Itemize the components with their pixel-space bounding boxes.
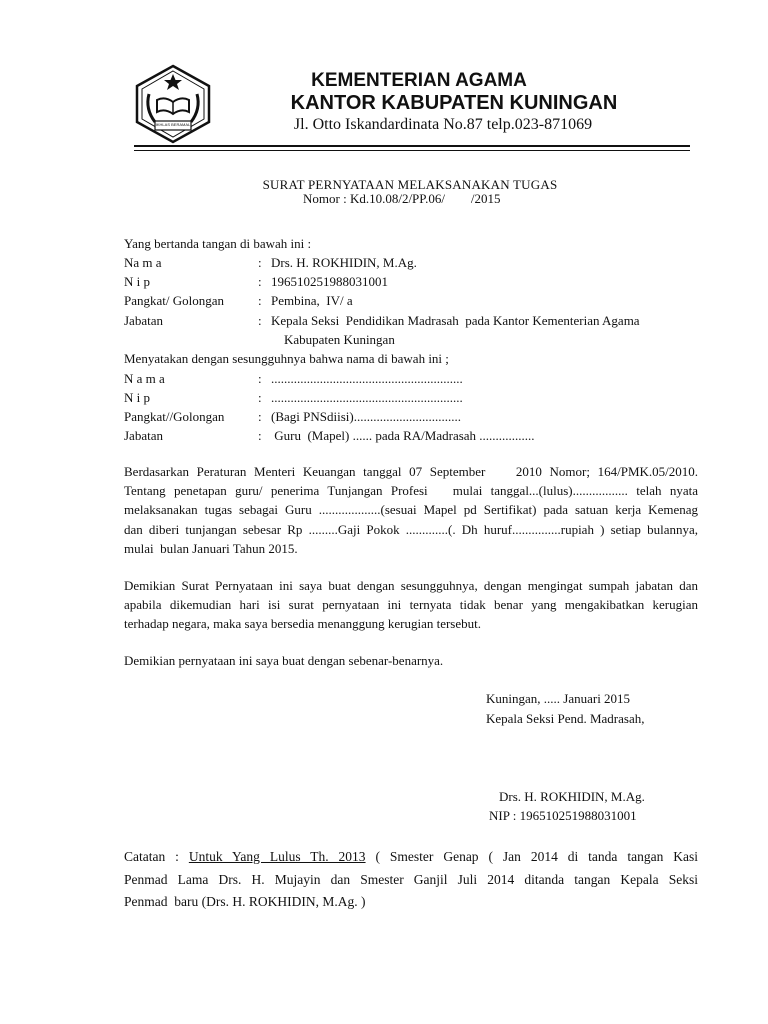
note-line-3: Penmad baru (Drs. H. ROKHIDIN, M.Ag. ) bbox=[124, 894, 366, 909]
subject-position-label: Jabatan bbox=[124, 428, 163, 443]
subject-name-label: N a m a bbox=[124, 371, 165, 386]
logo-motto: IKHLAS BERAMAL bbox=[155, 122, 191, 127]
signer-name-label: Na m a bbox=[124, 255, 162, 270]
signature-name: Drs. H. ROKHIDIN, M.Ag. bbox=[499, 789, 645, 804]
note-line-2: Penmad Lama Drs. H. Mujayin dan Smester Ganjil Juli 2014 ditanda tangan Kepala Seksi bbox=[124, 871, 698, 887]
signer-nip-value: 196510251988031001 bbox=[271, 274, 388, 289]
paragraph-regulation bbox=[124, 462, 698, 558]
subject-position-colon: : bbox=[258, 428, 262, 443]
paragraph-line: mulai bulan Januari Tahun 2015. bbox=[124, 540, 298, 556]
letterhead-rule-thick bbox=[134, 145, 690, 147]
paragraph-line: Berdasarkan Peraturan Menteri Keuangan tanggal 07 September 2010 Nomor; 164/PMK.05/2010. bbox=[124, 464, 698, 479]
subject-intro: Menyatakan dengan sesungguhnya bahwa nama di bawah ini ; bbox=[124, 351, 449, 366]
signer-position-colon: : bbox=[258, 313, 262, 328]
paragraph-line: terhadap negara, maka saya bersedia menanggung kerugian tersebut. bbox=[124, 616, 481, 632]
signer-rank-value: Pembina, IV/ a bbox=[271, 293, 353, 308]
signature-nip: NIP : 196510251988031001 bbox=[489, 808, 637, 823]
signer-nip-colon: : bbox=[258, 274, 262, 289]
note-line-1-rest: ( Smester Genap ( Jan 2014 di tanda tangan Kasi bbox=[365, 849, 698, 864]
signer-rank-colon: : bbox=[258, 293, 262, 308]
subject-nip-value: ........................................................... bbox=[271, 390, 463, 405]
letterhead-rule-thin bbox=[134, 150, 690, 151]
subject-position-value: Guru (Mapel) ...... pada RA/Madrasah ................. bbox=[271, 428, 535, 443]
paragraph-line: Tentang penetapan guru/ penerima Tunjangan Profesi mulai tanggal...(lulus)................. telah nyata bbox=[124, 483, 698, 499]
signer-nip-label: N i p bbox=[124, 274, 150, 289]
signer-position-continued: Kabupaten Kuningan bbox=[284, 332, 395, 347]
paragraph-line: melaksanakan tugas sebagai Guru ...................(sesuai Mapel pd Sertifikat) pada satuan kerja Kemenag bbox=[124, 502, 698, 518]
ministry-name: KEMENTERIAN AGAMA bbox=[311, 70, 527, 91]
signer-intro: Yang bertanda tangan di bawah ini : bbox=[124, 236, 312, 251]
office-name: KANTOR KABUPATEN KUNINGAN bbox=[290, 92, 618, 114]
subject-name-value: ........................................................... bbox=[271, 371, 463, 386]
subject-nip-colon: : bbox=[258, 390, 262, 405]
subject-nip-label: N i p bbox=[124, 390, 150, 405]
note-underlined: Untuk Yang Lulus Th. 2013 bbox=[188, 849, 366, 864]
subject-rank-label: Pangkat//Golongan bbox=[124, 409, 225, 424]
paragraph-statement bbox=[124, 576, 698, 634]
paragraph-line: apabila dikemudian hari isi surat pernyataan ini ternyata tidak benar yang mengakibatkan kerugian bbox=[124, 597, 698, 613]
note-prefix: Catatan : bbox=[124, 849, 189, 864]
subject-name-colon: : bbox=[258, 371, 262, 386]
note-line-1 bbox=[124, 846, 698, 869]
subject-rank-colon: : bbox=[258, 409, 262, 424]
signature-position: Kepala Seksi Pend. Madrasah, bbox=[486, 711, 645, 726]
signature-place-date: Kuningan, ..... Januari 2015 bbox=[486, 691, 631, 706]
document-title: SURAT PERNYATAAN MELAKSANAKAN TUGAS bbox=[262, 177, 558, 192]
paragraph-line: Demikian Surat Pernyataan ini saya buat dengan sesungguhnya, dengan mengingat sumpah jabatan dan bbox=[124, 578, 698, 593]
signer-name-value: Drs. H. ROKHIDIN, M.Ag. bbox=[271, 255, 417, 270]
signer-rank-label: Pangkat/ Golongan bbox=[124, 293, 225, 308]
signer-position-value: Kepala Seksi Pendidikan Madrasah pada Kantor Kementerian Agama bbox=[271, 313, 640, 328]
paragraph-closing: Demikian pernyataan ini saya buat dengan sebenar-benarnya. bbox=[124, 653, 444, 668]
paragraph-line: dan diberi tunjangan sebesar Rp .........Gaji Pokok .............(. Dh huruf...............rupiah ) setiap bulannya, bbox=[124, 521, 698, 537]
document-number: Nomor : Kd.10.08/2/PP.06/ /2015 bbox=[303, 191, 501, 206]
office-address: Jl. Otto Iskandardinata No.87 telp.023-871069 bbox=[293, 116, 593, 133]
note-block bbox=[124, 846, 698, 914]
signer-position-label: Jabatan bbox=[124, 313, 163, 328]
subject-rank-value: (Bagi PNSdiisi)................................. bbox=[271, 409, 461, 424]
signer-name-colon: : bbox=[258, 255, 262, 270]
